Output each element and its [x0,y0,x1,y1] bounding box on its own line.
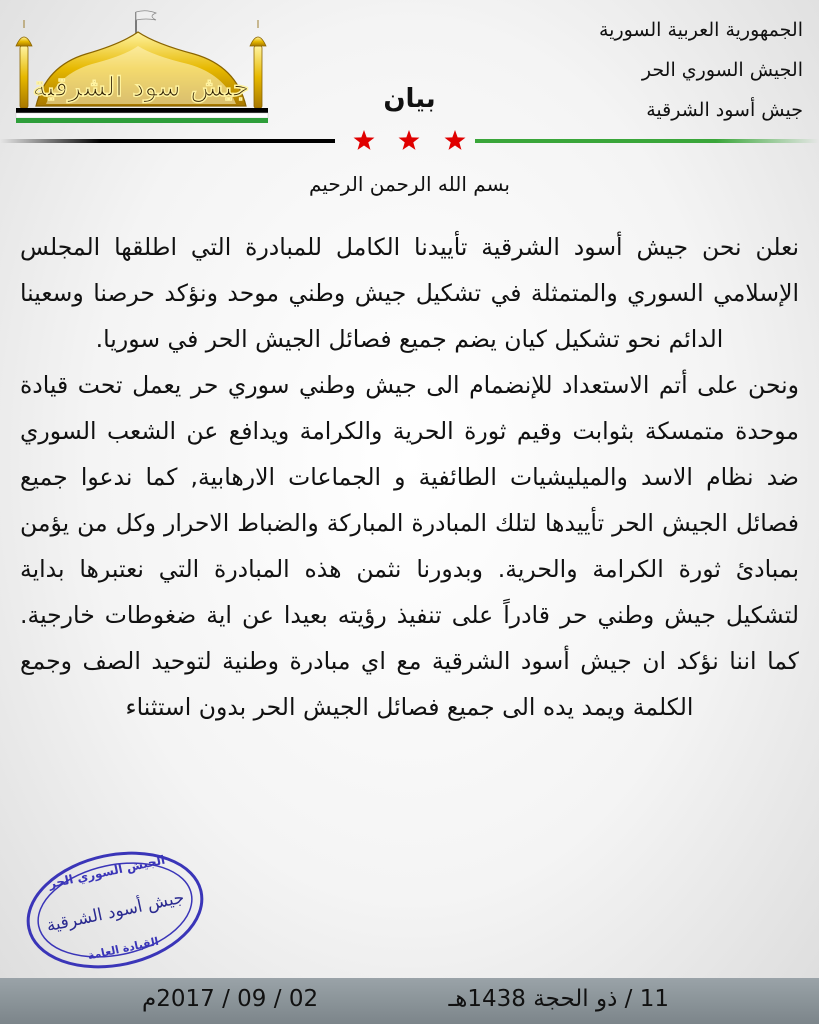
official-stamp [20,845,210,975]
mosque-dome-logo-icon [6,6,276,136]
stamp-top-text: الجيش السوري الحر [47,852,167,892]
page-title: بيان [383,84,436,114]
hijri-date: 11 / ذو الحجة 1438هـ [448,986,669,1012]
logo-text: جيش سود الشرقية [32,72,250,103]
stamp-center-text: جيش أسود الشرقية [44,887,187,937]
basmala: بسم الله الرحمن الرحيم [308,172,510,196]
letterhead-line-fsa: الجيش السوري الحر [641,59,803,81]
statement-paragraph-2: ونحن على أتم الاستعداد للإنضمام الى جيش وطني سوري حر يعمل تحت قيادة موحدة متمسكة بثوابت وقيم ثورة الحرية والكرامة ويدافع عن الشعب السوري ضد نظام الاسد والميليشيات الطائفية و الجماعات الارهابية, كما ندعوا جميع فصائل الجيش الحر تأييدها لتلك المبادرة المباركة والضباط الاحرار وكل من يؤمن بمبادئ ثورة الكرامة والحرية. وبدورنا نثمن هذه المبادرة التي نعتبرها بداية لتشكيل جيش وطني حر قادراً على تنفيذ رؤيته بعيدا عن اية ضغوطات خارجية. كما اننا نؤكد ان جيش أسود الشرقية مع اي مبادرة وطنية لتوحيد الصف وجمع الكلمة ويمد يده الى جميع فصائل الجيش الحر بدون استثناء [20,371,799,721]
red-star-icon [445,130,466,150]
letterhead-line-republic: الجمهورية العربية السورية [598,19,803,41]
statement-paragraph-1: نعلن نحن جيش أسود الشرقية تأييدنا الكامل للمبادرة التي اطلقها المجلس الإسلامي السوري والمتمثلة في تشكيل جيش وطني موحد ونؤكد حرصنا وسعينا الدائم نحو تشكيل كيان يضم جميع فصائل الجيش الحر في سوريا. [20,233,799,353]
footer-date-bar [0,978,819,1024]
gregorian-date: 02 / 09 / 2017م [142,986,319,1012]
letterhead-line-faction: جيش أسود الشرقية [646,99,803,121]
statement-body [20,224,799,730]
title-divider [0,128,819,154]
red-star-icon [399,130,420,150]
red-star-icon [354,130,375,150]
stamp-bottom-text: القيادة العامة [86,934,160,963]
star-group [354,130,466,150]
